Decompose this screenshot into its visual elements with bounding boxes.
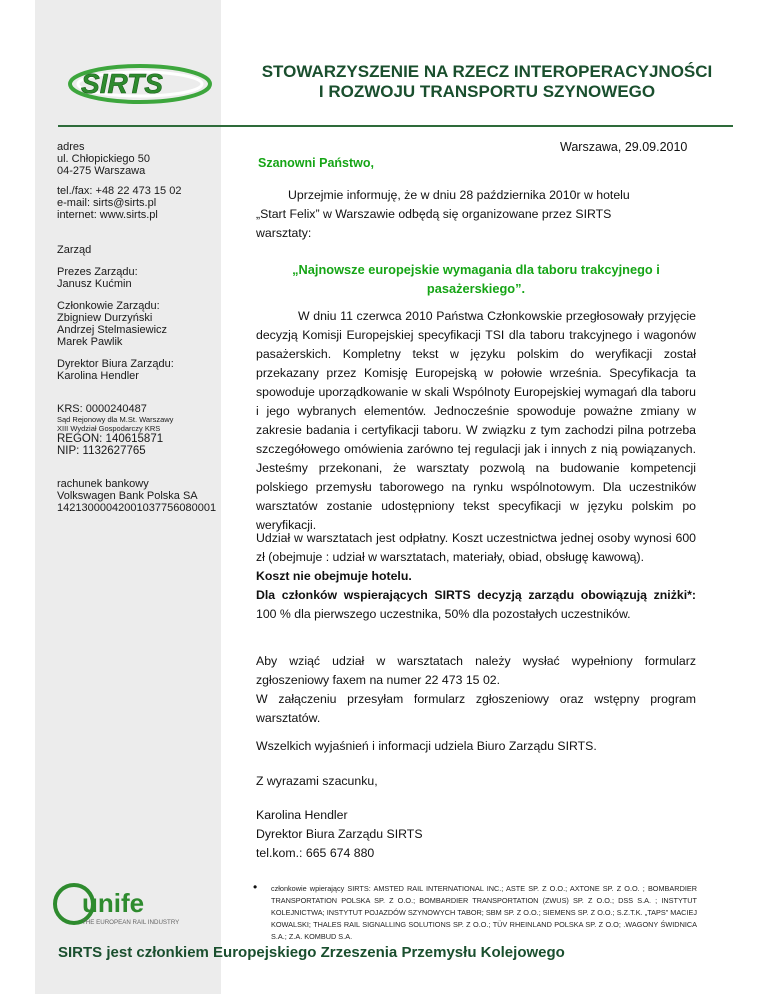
paragraph-registration <box>256 652 696 728</box>
workshop-title <box>256 260 696 298</box>
director-block <box>57 358 252 382</box>
board-member-3: Marek Pawlik <box>57 336 123 348</box>
board-member-2: Andrzej Stelmasiewicz <box>57 324 168 336</box>
bank-label: rachunek bankowy <box>57 478 149 490</box>
court-line-1: Sąd Rejonowy dla M.St. Warszawy <box>57 415 174 424</box>
footer-membership-text: SIRTS jest członkiem Europejskiego Zrzeszenia Przemysłu Kolejowego <box>58 944 565 961</box>
cost-hotel-note: Koszt nie obejmuje hotelu. <box>256 569 412 583</box>
phone-fax: tel./fax: +48 22 473 15 02 <box>57 185 182 197</box>
organization-title <box>222 62 752 102</box>
intro-paragraph <box>256 186 696 243</box>
paragraph-tsi: W dniu 11 czerwca 2010 Państwa Członkowskie przegłosowały przyjęcie decyzją Komisji Europejskiej specyfikacji TSI dla taboru trakcyjnego i wagonów pasażerskich. Kompletny tekst w języku polskim do weryfikacji został przekazany przez Komisję Europejską w połowie września. Specyfikacja ta spowoduje uporządkowanie w skali Wspólnoty Europejskiej wymagań dla taboru i jego wybranych elementów. Jednocześnie spowoduje poważne zmiany w zakresie badania i certyfikacji taboru. W związku z tym zachodzi pilna potrzeba szczegółowego omówienia zarówno tej regulacji jak i innych z nią powiązanych. Jesteśmy przekonani, że warsztaty pozwolą na budowanie kompetencji polskiego przemysłu taborowego na rynku wspólnotowym. Dla uczestników warsztatów zostanie udostępniony tekst specyfikacji w języku polskim po weryfikacji. <box>256 309 696 532</box>
board-member-1: Zbigniew Durzyński <box>57 312 153 324</box>
workshop-title-line2: pasażerskiego”. <box>426 281 526 296</box>
header-divider <box>58 125 733 127</box>
signatory-title: Dyrektor Biura Zarządu SIRTS <box>256 827 423 841</box>
director-name: Karolina Hendler <box>57 370 139 382</box>
president-block <box>57 266 252 290</box>
internet: internet: www.sirts.pl <box>57 209 158 221</box>
director-label: Dyrektor Biura Zarządu: <box>57 358 174 370</box>
svg-text:THE EUROPEAN RAIL INDUSTRY: THE EUROPEAN RAIL INDUSTRY <box>82 919 180 926</box>
nip-number: NIP: 1132627765 <box>57 445 146 457</box>
signatory-name: Karolina Hendler <box>256 808 348 822</box>
board-members-label: Członkowie Zarządu: <box>57 300 160 312</box>
krs-number: KRS: 0000240487 <box>57 403 147 415</box>
signature-block <box>256 806 696 863</box>
regon-number: REGON: 140615871 <box>57 433 164 445</box>
sirts-logo <box>52 60 212 108</box>
discount-rest: 100 % dla pierwszego uczestnika, 50% dla pozostałych uczestników. <box>256 607 631 621</box>
board-label: Zarząd <box>57 244 92 256</box>
supporting-members-note: członkowie wpierający SIRTS: AMSTED RAIL INTERNATIONAL INC.; ASTE SP. Z O.O.; AXTONE SP. Z O.O. ; BOMBARDIER TRANSPORTATION POLSKA SP. Z O.O.; BOMBARDIER TRANSPORTATION (ZWUS) SP. Z O.O.; DSS S.A. ; INSTYTUT KOLEJNICTWA; INSTYTUT POJAZDÓW SZYNOWYCH TABOR; SBM SP. Z O.O.; SIEMENS SP. Z O.O.; S.Z.T.K. „TAPS” MACIEJ KOWALSKI; THALES RAIL SIGNALLING SOLUTIONS SP. Z O.O.; TÜV RHEINLAND POLSKA SP. Z O.O; .WAGONY ŚWIDNICA S.A.; Z.A. KOMBUD S.A. <box>271 884 697 941</box>
organization-title-line1: STOWARZYSZENIE NA RZECZ INTEROPERACYJNOŚCI <box>261 62 713 81</box>
bank-block <box>57 478 252 514</box>
paragraph-cost <box>256 529 696 624</box>
address-city: 04-275 Warszawa <box>57 165 146 177</box>
contact-info-text: Wszelkich wyjaśnień i informacji udziela Biuro Zarządu SIRTS. <box>256 739 597 753</box>
svg-text:SIRTS: SIRTS <box>81 68 163 99</box>
intro-line-2: „Start Felix” w Warszawie odbędą się organizowane przez SIRTS <box>256 207 612 221</box>
address-block <box>57 141 252 177</box>
court-line-2: XIII Wydział Gospodarczy KRS <box>57 424 161 433</box>
intro-line-3: warsztaty: <box>256 226 312 240</box>
president-name: Janusz Kućmin <box>57 278 132 290</box>
email: e-mail: sirts@sirts.pl <box>57 197 157 209</box>
organization-title-line2: I ROZWOJU TRANSPORTU SZYNOWEGO <box>318 82 656 101</box>
president-label: Prezes Zarządu: <box>57 266 138 278</box>
board-members-block <box>57 300 252 348</box>
registration-block <box>57 403 252 457</box>
signatory-phone: tel.kom.: 665 674 880 <box>256 846 375 860</box>
bank-account: 14213000042001037756080001 <box>57 502 217 514</box>
address-street: ul. Chłopickiego 50 <box>57 153 150 165</box>
cost-text: Udział w warsztatach jest odpłatny. Koszt uczestnictwa jednej osoby wynosi 600 zł (obejmuje : udział w warsztatach, materiały, obiad, obsługę kawową). <box>256 531 696 564</box>
intro-line-1: Uprzejmie informuję, że w dniu 28 października 2010r w hotelu <box>288 188 630 202</box>
address-label: adres <box>57 141 85 153</box>
greeting: Szanowni Państwo, <box>258 156 374 170</box>
footnote-bullet: • <box>253 880 258 894</box>
discount-bold: Dla członków wspierających SIRTS decyzją zarządu obowiązują zniżki*: <box>256 588 696 602</box>
registration-text: Aby wziąć udział w warsztatach należy wysłać wypełniony formularz zgłoszeniowy faxem na numer 22 473 15 02. <box>256 654 696 687</box>
workshop-title-line1: „Najnowsze europejskie wymagania dla taboru trakcyjnego i <box>292 262 660 277</box>
letter-date: Warszawa, 29.09.2010 <box>560 140 688 154</box>
closing: Z wyrazami szacunku, <box>256 774 378 788</box>
unife-logo <box>52 880 212 930</box>
contact-block <box>57 185 252 221</box>
attachment-text: W załączeniu przesyłam formularz zgłoszeniowy oraz wstępny program warsztatów. <box>256 692 696 725</box>
svg-text:unife: unife <box>82 888 145 918</box>
discount-text <box>256 586 696 624</box>
bank-name: Volkswagen Bank Polska SA <box>57 490 198 502</box>
